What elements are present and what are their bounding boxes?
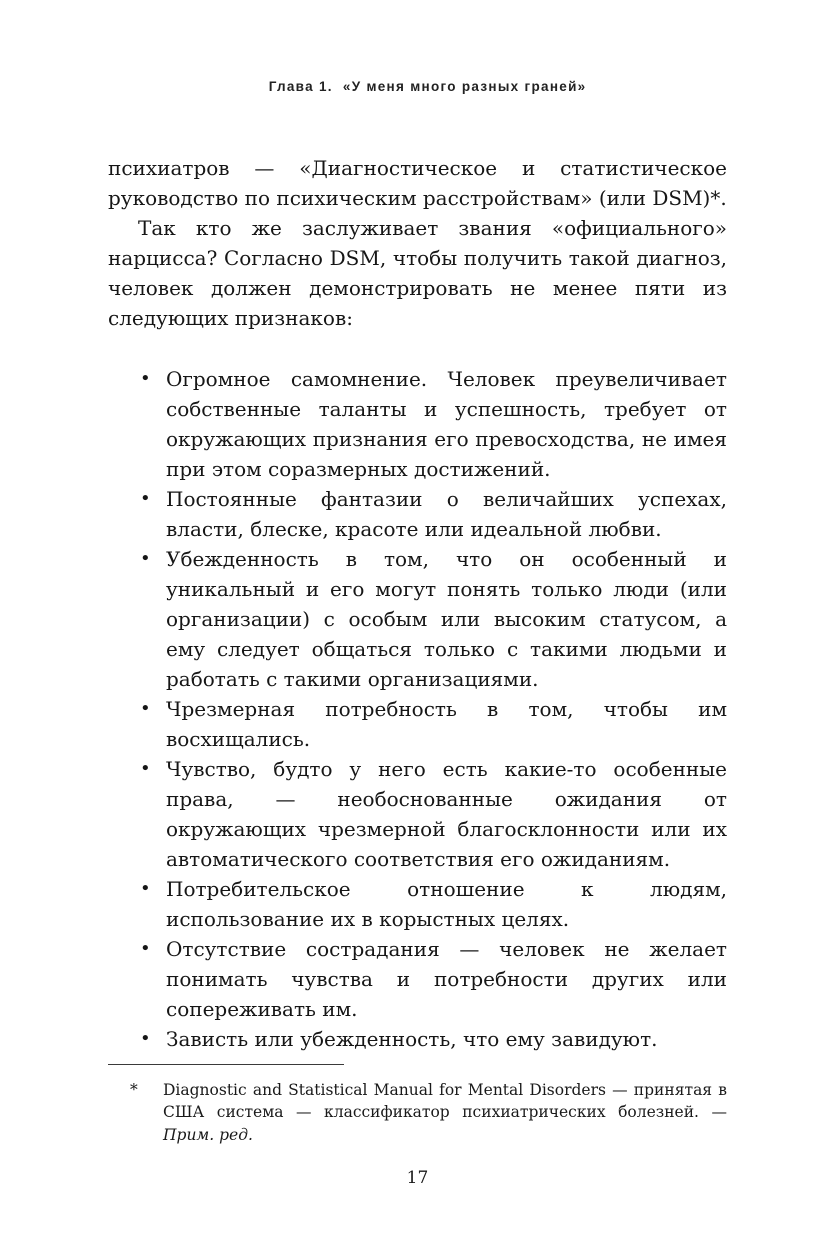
chapter-header-text: Глава 1. «У меня много разных граней» [268, 79, 587, 94]
list-item [108, 694, 727, 754]
page-number: 17 [406, 1168, 429, 1188]
paragraph-continuation: психиатров — «Диагностическое и статистическое руководство по психическим расстройствам» (или DSM)*. [108, 156, 727, 210]
list-item-text: Огромное самомнение. Человек преувеличивает собственные таланты и успешность, требует от окружающих признания его превосходства, не имея при этом соразмерных достижений. [166, 367, 727, 481]
list-item-text: Отсутствие сострадания — человек не желает понимать чувства и потребности других или сопереживать им. [166, 937, 727, 1021]
footnote-divider [108, 1064, 344, 1065]
running-head [108, 64, 727, 109]
list-item-text: Чувство, будто у него есть какие-то особенные права, — необоснованные ожидания от окружающих чрезмерной благосклонности или их автоматического соответствия его ожиданиям. [166, 757, 727, 871]
bullet-icon: • [140, 548, 151, 569]
footnote-main-text: Diagnostic and Statistical Manual for Mental Disorders — принятая в США система — классификатор психиатрических болезней. — [163, 1080, 727, 1121]
list-item-text: Убежденность в том, что он особенный и уникальный и его могут понять только люди (или организации) с особым или высоким статусом, а ему следует общаться только с такими людьми и работать с такими организациями. [166, 547, 727, 691]
list-item-text: Зависть или убежденность, что ему завидуют. [166, 1027, 658, 1051]
list-item [108, 484, 727, 544]
footnote-marker: * [130, 1080, 138, 1099]
list-item-text: Постоянные фантазии о величайших успехах, власти, блеске, красоте или идеальной любви. [166, 487, 727, 541]
bullet-icon: • [140, 1028, 151, 1049]
list-item-text: Чрезмерная потребность в том, чтобы им восхищались. [166, 697, 727, 751]
list-item [108, 934, 727, 1024]
list-item [108, 754, 727, 874]
bullet-icon: • [140, 938, 151, 959]
footnote-editor-note: Прим. ред. [163, 1125, 253, 1144]
list-item [108, 544, 727, 694]
dsm-criteria-list [108, 364, 727, 1054]
list-item-text: Потребительское отношение к людям, использование их в корыстных целях. [166, 877, 727, 931]
page-footer [108, 1064, 727, 1240]
footnote [108, 1079, 727, 1147]
bullet-icon: • [140, 488, 151, 509]
paragraph: Так кто же заслуживает звания «официального» нарцисса? Согласно DSM, чтобы получить такой диагноз, человек должен демонстрировать не менее пяти из следующих признаков: [108, 216, 727, 330]
list-item [108, 874, 727, 934]
bullet-icon: • [140, 878, 151, 899]
list-item [108, 1024, 727, 1054]
bullet-icon: • [140, 368, 151, 389]
bullet-icon: • [140, 698, 151, 719]
footnote-text [163, 1081, 727, 1144]
bullet-icon: • [140, 758, 151, 779]
page-body [108, 153, 727, 1054]
list-item [108, 364, 727, 484]
